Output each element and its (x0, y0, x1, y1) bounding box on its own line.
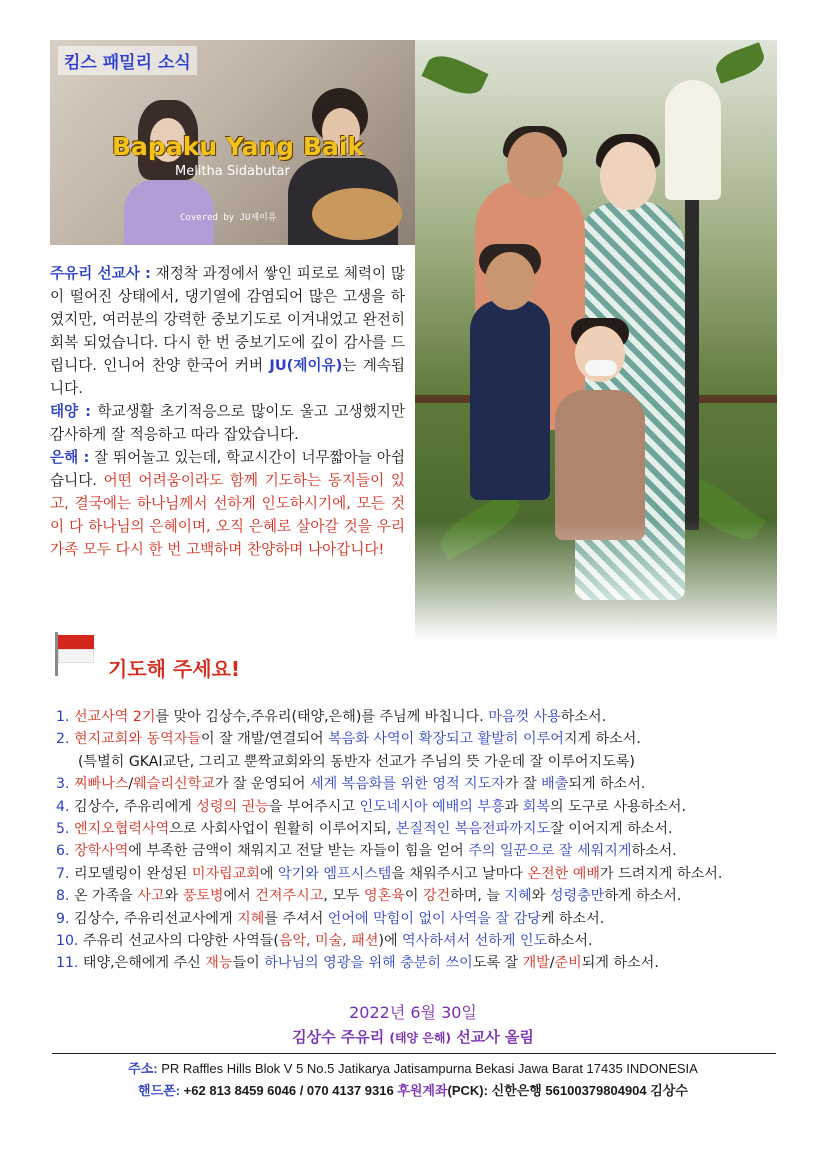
prayer-text: / (128, 776, 134, 793)
prayer-text: 되게 하소서. (581, 955, 659, 972)
prayer-text: 김상수, 주유리에게 (73, 798, 197, 815)
prayer-item (56, 908, 786, 930)
prayer-number: 2. (56, 731, 74, 748)
prayer-emphasis-blue: 본질적인 복음전파까지도 (395, 821, 551, 838)
prayer-item (56, 840, 786, 862)
leaf (421, 49, 488, 102)
prayer-emphasis-red: 재능 (205, 955, 233, 972)
prayer-number: 1. (56, 709, 74, 725)
prayer-text: 하소서. (560, 709, 607, 725)
prayer-emphasis-red: 건져주시고 (255, 888, 324, 905)
prayer-emphasis-red: 장학사역 (73, 843, 129, 860)
prayer-text: 의 도구로 사용하소서. (549, 798, 686, 815)
prayer-emphasis-red: 음악, 미술, 패션 (278, 933, 379, 950)
newsletter-label: 킴스 패밀리 소식 (58, 46, 197, 75)
prayer-emphasis-blue: 마음껏 사용 (488, 709, 561, 725)
prayer-text: 지게 하소서. (563, 731, 641, 748)
family-confession: 어떤 어려움이라도 함께 기도하는 동지들이 있고, 결국에는 하나님께서 선하게 인도하시기에, 모든 것이 다 하나님의 은혜이며, 오직 은혜로 살아갈 것을 우리 가족 모두 다시 한 번 고백하며 찬양하며 나아갑니다! (50, 472, 405, 558)
prayer-text: 이 (404, 888, 423, 905)
prayer-text: , 모두 (323, 888, 365, 905)
prayer-emphasis-blue: 세계 복음화를 위한 영적 지도자 (309, 776, 505, 793)
prayer-text: 되게 하소서. (568, 776, 646, 793)
lamp (665, 80, 721, 200)
prayer-number: 6. (56, 843, 74, 860)
prayer-emphasis-red: 성령의 권능 (196, 798, 269, 815)
prayer-item (56, 773, 786, 795)
prayer-emphasis-red: 풍토병 (182, 888, 224, 905)
prayer-text: 잘 이어지게 하소서. (550, 821, 673, 838)
update-juyuri-end: 는 계속됩니다. (50, 357, 405, 397)
prayer-number: 10. (56, 933, 83, 950)
phone-label: 핸드폰: (138, 1083, 181, 1098)
prayer-emphasis-red: 강건 (422, 888, 451, 905)
prayer-text: 와 (164, 888, 183, 905)
prayer-emphasis-red: 사고 (137, 888, 165, 905)
prayer-emphasis-red: 미자립교회 (191, 865, 260, 882)
prayer-text: 를 주셔서 (264, 910, 328, 927)
prayer-emphasis-blue: 성령충만 (549, 888, 605, 905)
indonesia-flag-icon (55, 632, 97, 676)
prayer-heading: 기도해 주세요! (108, 657, 241, 681)
prayer-emphasis-blue: 하나님의 영광을 위해 충분히 쓰이 (264, 955, 473, 972)
prayer-text: 으로 사회사업이 원활히 이루어지되, (169, 821, 396, 838)
family-photo (415, 40, 777, 640)
update-juyuri: 재정착 과정에서 쌓인 피로로 체력이 많이 떨어진 상태에서, 댕기열에 감염되어 많은 고생을 하였지만, 여러분의 강력한 중보기도로 이겨내었고 완전히 회복 되었습니다. 다시 한 번 중보기도에 깊이 감사를 드립니다. 인니어 찬양 한국어 커버 (50, 265, 405, 374)
family-update-text (50, 262, 405, 561)
prayer-text: 을 부어주시고 (268, 798, 360, 815)
prayer-text: 케 하소서. (540, 910, 605, 927)
prayer-item (56, 885, 786, 907)
prayer-item (56, 818, 786, 840)
flag-white-band (58, 649, 94, 663)
prayer-emphasis-red: 개발 (522, 955, 550, 972)
prayer-text: 가 드려지게 하소서. (599, 865, 723, 882)
prayer-item (56, 796, 786, 818)
prayer-item (56, 863, 786, 885)
prayer-text: 에 부족한 금액이 채워지고 전달 받는 자들이 힘을 얻어 (128, 843, 469, 860)
prayer-text: 리모델링이 완성된 (73, 865, 192, 882)
cover-credit: Covered by JU제이유 (180, 213, 277, 223)
prayer-emphasis-red: 엔지오협력사역 (73, 821, 170, 838)
mother-face (600, 142, 656, 210)
name-taeyang: 태양 : (50, 403, 91, 420)
prayer-emphasis-red: 온전한 예배 (527, 865, 600, 882)
prayer-text: 들이 (232, 955, 265, 972)
lamp-pole (685, 200, 699, 530)
prayer-emphasis-blue: 지혜 (504, 888, 532, 905)
prayer-text: 과 (504, 798, 523, 815)
address-value: PR Raffles Hills Blok V 5 No.5 Jatikarya Jatisampurna Bekasi Jawa Barat 17435 INDONESIA (157, 1061, 698, 1076)
prayer-number: 3. (56, 776, 74, 793)
signature-names: 김상수 주유리 (292, 1028, 390, 1046)
older-son-body (470, 300, 550, 500)
prayer-emphasis-blue: 언어에 막힘이 없이 사역을 잘 감당 (327, 910, 541, 927)
name-eunhae: 은해 : (50, 449, 90, 466)
prayer-text: 온 가족을 (73, 888, 138, 905)
signature-closing: 선교사 올림 (451, 1028, 534, 1046)
prayer-emphasis-blue: 역사하셔서 선하게 인도 (402, 933, 548, 950)
prayer-text: 가 잘 운영되어 (214, 776, 310, 793)
prayer-number: 7. (56, 865, 74, 882)
prayer-text: (특별히 GKAI교단, 그리고 뿐짝교회와의 동반자 선교가 주님의 뜻 가운데 잘 이루어지도록) (78, 753, 635, 770)
name-juyuri: 주유리 선교사 : (50, 265, 151, 282)
prayer-text: 하며, 늘 (450, 888, 505, 905)
prayer-item (56, 952, 786, 974)
photo-fade (415, 520, 777, 640)
prayer-emphasis-red: 준비 (554, 955, 582, 972)
prayer-text: / (549, 955, 555, 972)
prayer-emphasis-blue: 주의 일꾼으로 잘 세워지게 (468, 843, 632, 860)
signature (0, 1026, 826, 1047)
prayer-text: 도록 잘 (472, 955, 523, 972)
prayer-item (56, 751, 786, 773)
guitar (312, 188, 402, 240)
prayer-item (56, 706, 786, 728)
prayer-text: 태양,은해에게 주신 (82, 955, 206, 972)
phone-value: +62 813 8459 6046 / 070 4137 9316 (180, 1083, 398, 1098)
prayer-number: 5. (56, 821, 74, 838)
letter-date: 2022년 6월 30일 (349, 1003, 477, 1022)
update-taeyang: 학교생활 초기적응으로 많이도 울고 고생했지만 감사하게 잘 적응하고 따라 잡았습니다. (50, 403, 405, 443)
older-son-face (485, 252, 535, 310)
account-value: (PCK): 신한은행 56100379804904 김상수 (447, 1083, 688, 1098)
prayer-emphasis-blue: 복음화 사역이 확장되고 활발히 이루어 (328, 731, 564, 748)
account-label: 후원계좌 (397, 1083, 448, 1098)
prayer-text: 와 (531, 888, 550, 905)
prayer-text: 주유리 선교사의 다양한 사역들( (82, 933, 279, 950)
prayer-text: 을 채워주시고 날마다 (391, 865, 528, 882)
prayer-item (56, 930, 786, 952)
prayer-text: )에 (378, 933, 403, 950)
prayer-number: 4. (56, 798, 74, 815)
song-artist: Melitha Sidabutar (175, 164, 290, 179)
prayer-text: 를 맞아 김상수,주유리(태양,은해)를 주님께 바칩니다. (155, 709, 489, 725)
flag-red-band (58, 635, 94, 649)
prayer-emphasis-blue: 배출 (541, 776, 569, 793)
prayer-number: 11. (56, 955, 83, 972)
prayer-number: 9. (56, 910, 74, 927)
prayer-text: 에 (259, 865, 279, 882)
face-mask (585, 360, 617, 376)
signature-children: (태양 은해) (389, 1031, 451, 1045)
prayer-text: 가 잘 (504, 776, 542, 793)
prayer-text: 하소서. (631, 843, 677, 860)
prayer-text: 김상수, 주유리선교사에게 (73, 910, 238, 927)
prayer-emphasis-blue: 악기와 엠프시스템 (278, 865, 392, 882)
prayer-text: 이 잘 개발/연결되어 (200, 731, 329, 748)
address-line (0, 1058, 826, 1077)
divider (52, 1053, 776, 1054)
song-title: Bapaku Yang Baik (112, 132, 365, 161)
prayer-emphasis-red: 웨슬리신학교 (133, 776, 215, 793)
leaf (712, 42, 768, 84)
prayer-emphasis-blue: 회복 (522, 798, 550, 815)
prayer-number: 8. (56, 888, 74, 905)
prayer-emphasis-red: 지혜 (237, 910, 265, 927)
prayer-emphasis-red: 찌빠나스 (73, 776, 129, 793)
prayer-emphasis-red: 현지교회와 동역자들 (73, 731, 201, 748)
father-face (507, 132, 563, 198)
prayer-emphasis-red: 영혼육 (364, 888, 405, 905)
prayer-list (56, 706, 786, 975)
video-thumbnail[interactable] (50, 40, 415, 245)
address-label: 주소: (128, 1061, 158, 1076)
prayer-text: 하게 하소서. (604, 888, 682, 905)
contact-line (0, 1080, 826, 1099)
prayer-item (56, 728, 786, 750)
prayer-emphasis-blue: 인도네시아 예배의 부흥 (359, 798, 505, 815)
younger-son-body (555, 390, 645, 540)
update-eunhae: 잘 뛰어놀고 있는데, 학교시간이 너무짧아늘 아쉽습니다. (50, 449, 405, 489)
ju-channel-name: JU(제이유) (269, 357, 343, 374)
prayer-text: 에서 (223, 888, 256, 905)
prayer-emphasis-red: 선교사역 2기 (73, 709, 156, 725)
prayer-text: 하소서. (547, 933, 593, 950)
